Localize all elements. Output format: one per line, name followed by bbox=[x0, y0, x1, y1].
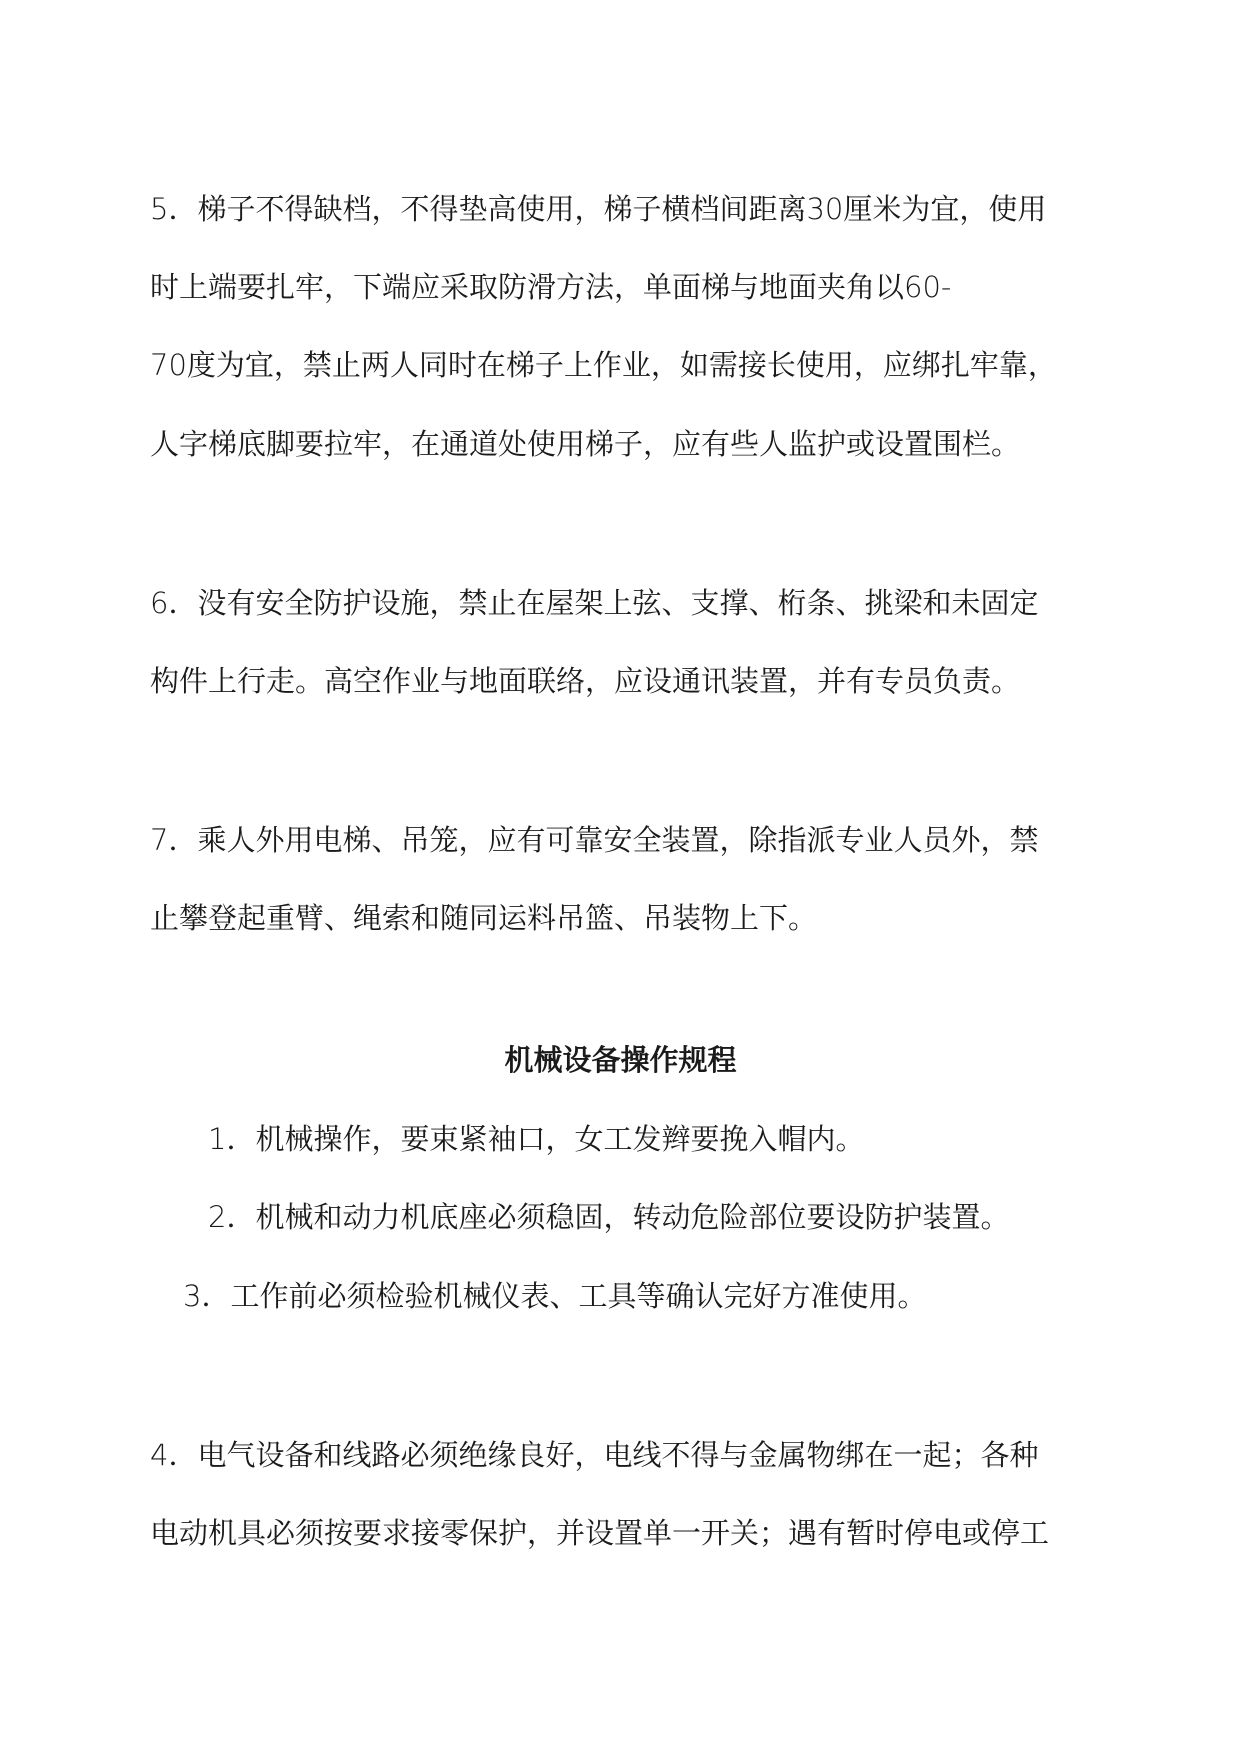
paragraph-7-line-1: 7．乘人外用电梯、吊笼，应有可靠安全装置，除指派专业人员外，禁 bbox=[150, 823, 1039, 857]
paragraph-5-line-2: 时上端要扎牢，下端应采取防滑方法，单面梯与地面夹角以60- bbox=[150, 270, 952, 304]
section-item-2: 2．机械和动力机底座必须稳固，转动危险部位要设防护装置。 bbox=[208, 1200, 1010, 1234]
paragraph-7-line-2: 止攀登起重臂、绳索和随同运料吊篮、吊装物上下。 bbox=[150, 901, 818, 935]
paragraph-6-line-1: 6．没有安全防护设施，禁止在屋架上弦、支撑、桁条、挑梁和未固定 bbox=[150, 586, 1039, 620]
paragraph-5-line-3: 70度为宜，禁止两人同时在梯子上作业，如需接长使用，应绑扎牢靠， bbox=[150, 348, 1057, 382]
paragraph-5-line-1: 5．梯子不得缺档，不得垫高使用，梯子横档间距离30厘米为宜，使用 bbox=[150, 192, 1047, 226]
paragraph-6-line-2: 构件上行走。高空作业与地面联络，应设通讯装置，并有专员负责。 bbox=[150, 664, 1021, 698]
section-item-4-line-2: 电动机具必须按要求接零保护，并设置单一开关；遇有暂时停电或停工 bbox=[150, 1516, 1050, 1550]
section-item-4-line-1: 4．电气设备和线路必须绝缘良好，电线不得与金属物绑在一起；各种 bbox=[150, 1438, 1039, 1472]
section-item-3: 3．工作前必须检验机械仪表、工具等确认完好方准使用。 bbox=[183, 1279, 927, 1313]
section-item-1: 1．机械操作，要束紧袖口，女工发辫要挽入帽内。 bbox=[208, 1122, 865, 1156]
paragraph-5-line-4: 人字梯底脚要拉牢，在通道处使用梯子，应有些人监护或设置围栏。 bbox=[150, 427, 1021, 461]
section-title: 机械设备操作规程 bbox=[504, 1043, 737, 1077]
